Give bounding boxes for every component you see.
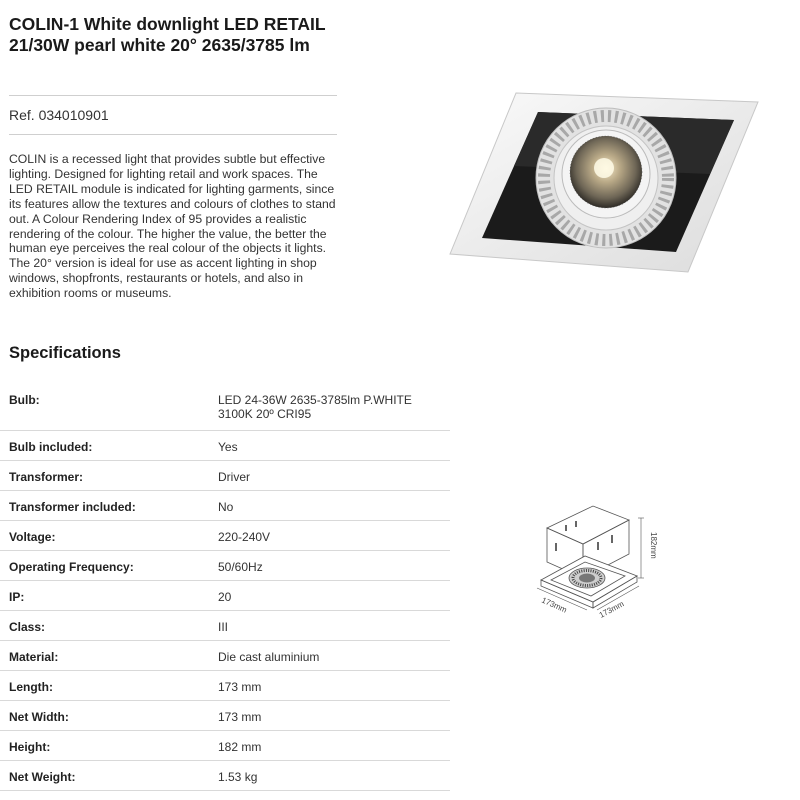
product-description: COLIN is a recessed light that provides subtle but effective lighting. Designed for lighting retail and work spaces. The LED RETAIL module is indicated for lighting garments, since its features allow the textures and colours of clothes to stand out. A Colour Rendering Index of 95 provides a realistic rendering of the colour. The higher the value, the better the human eye perceives the real colour of the objects it lights. The 20° version is ideal for use as accent lighting in shop windows, shopfronts, restaurants or hotels, and also in exhibition rooms or museums. [9,152,336,301]
spec-label: Height: [9,740,51,754]
spec-value: Yes [218,440,238,454]
spec-label: Transformer: [9,470,84,484]
spec-label: Operating Frequency: [9,560,134,574]
housing-outline [541,506,637,608]
spec-value: 182 mm [218,740,262,754]
spec-value: 173 mm [218,710,262,724]
spec-row-transformer [0,461,450,491]
spec-label: Net Width: [9,710,69,724]
spec-row-net-weight [0,761,450,791]
spec-row-bulb [0,384,450,431]
spec-row-voltage [0,521,450,551]
spec-value: 220-240V [218,530,271,544]
length-dimension-label: 173mm [540,595,569,615]
spec-label: Voltage: [9,530,56,544]
spec-value: III [218,620,229,634]
spec-row-operating-frequency [0,551,450,581]
product-title: COLIN-1 White downlight LED RETAIL 21/30W pearl white 20° 2635/3785 lm [9,14,326,55]
reference-divider [9,134,337,135]
spec-label: Bulb included: [9,440,93,454]
spec-label: Net Weight: [9,770,76,784]
spec-value: 1.53 kg [218,770,258,784]
specifications-table [0,384,450,791]
spec-value: 173 mm [218,680,262,694]
spec-label: Transformer included: [9,500,136,514]
spec-row-length [0,671,450,701]
spec-row-bulb-included [0,431,450,461]
spec-row-height [0,731,450,761]
spec-row-material [0,641,450,671]
spec-row-ip [0,581,450,611]
width-dimension-label: 173mm [597,599,626,620]
spec-value: Die cast aluminium [218,650,320,664]
spec-row-transformer-included [0,491,450,521]
spec-value: No [218,500,234,514]
specifications-heading: Specifications [9,344,121,362]
spec-value: Driver [218,470,250,484]
spec-label: Length: [9,680,53,694]
product-reference: Ref. 034010901 [9,107,109,123]
led-module [536,108,676,248]
title-divider [9,95,337,96]
spec-label: Material: [9,650,59,664]
spec-row-class [0,611,450,641]
spec-row-net-width [0,701,450,731]
spec-value: 20 [218,590,232,604]
spec-label: Bulb: [9,393,40,407]
dimension-drawing [525,498,665,628]
spec-value: LED 24-36W 2635-3785lm P.WHITE 3100K 20º CRI95 [218,393,412,421]
height-dimension-label: 182mm [649,532,658,559]
spec-label: IP: [9,590,25,604]
spec-label: Class: [9,620,46,634]
spec-value: 50/60Hz [218,560,263,574]
product-photo [448,86,768,286]
module-ring [569,568,605,588]
housing-slots [555,521,613,551]
